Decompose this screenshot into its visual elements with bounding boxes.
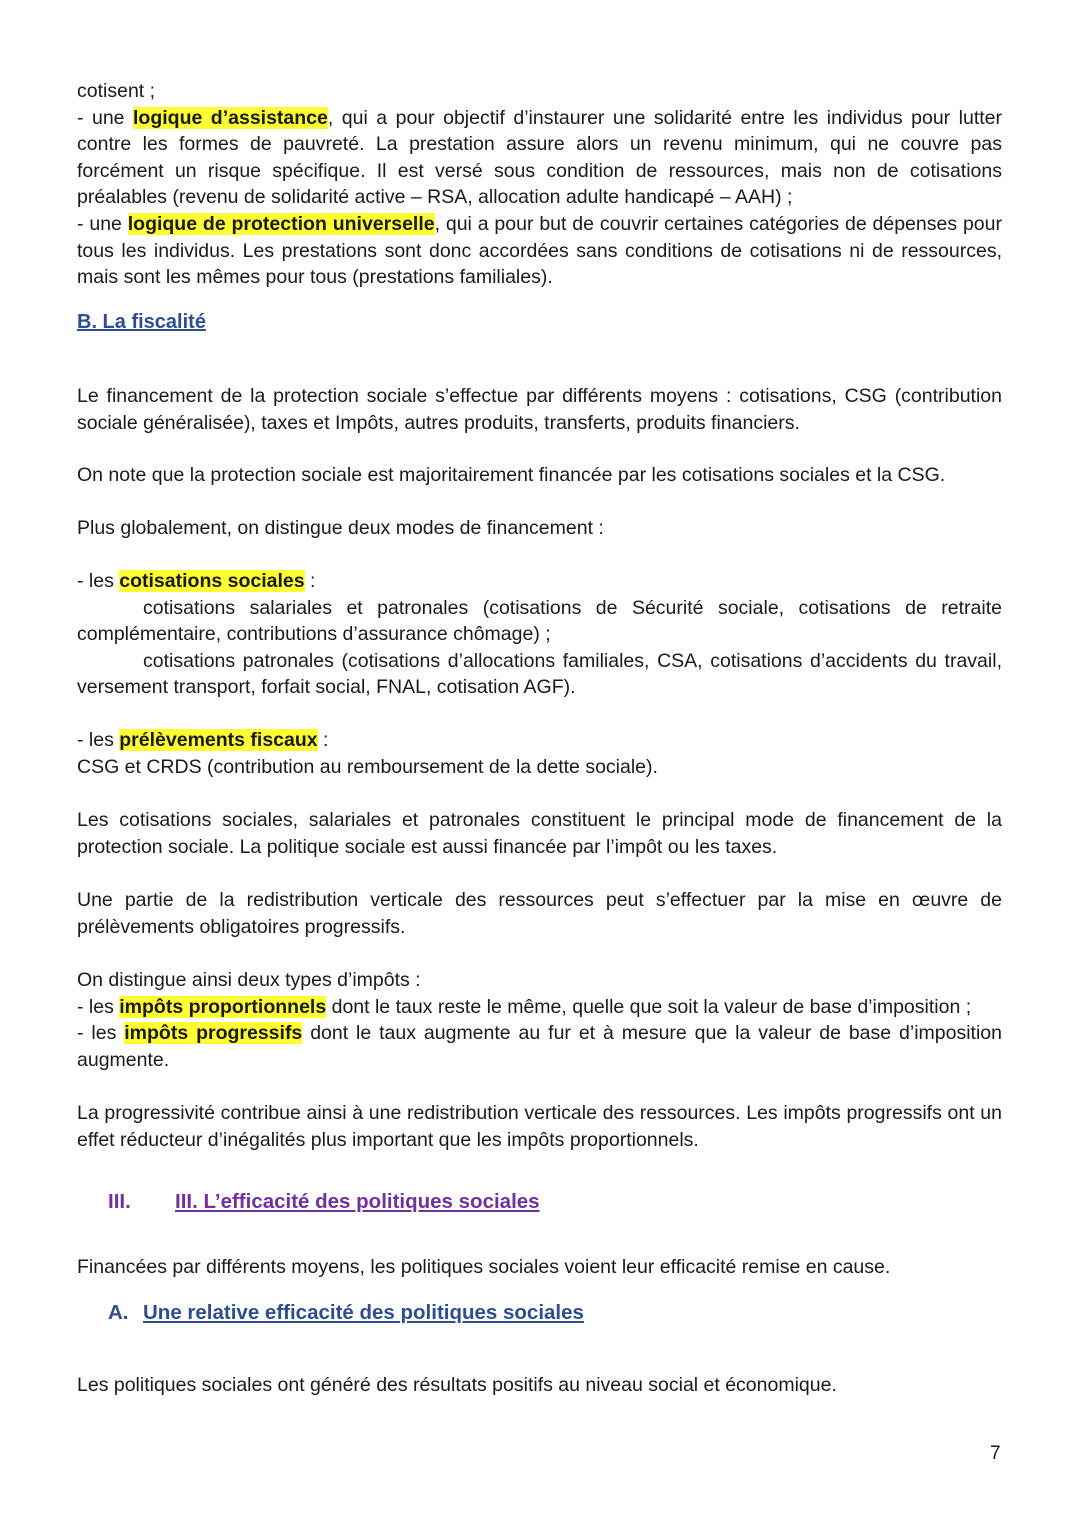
paragraph-majoritaire: On note que la protection sociale est majoritairement financée par les cotisations sociales et la CSG.	[77, 464, 946, 486]
paragraph-resultats: Les politiques sociales ont généré des résultats positifs au niveau social et économique.	[77, 1374, 837, 1396]
subsection-heading-a: Une relative efficacité des politiques sociales	[143, 1301, 584, 1324]
text-fragment: - les	[77, 995, 120, 1018]
list-item: cotisations salariales et patronales (cotisations de Sécurité sociale, cotisations de retraite complémentaire, contributions d’assurance chômage) ;	[77, 596, 1002, 646]
text-fragment: :	[304, 570, 316, 592]
list-cotisations	[77, 568, 1002, 701]
text-fragment: - les	[77, 1022, 125, 1045]
section-number: III.	[108, 1190, 131, 1213]
paragraph-globalement: Plus globalement, on distingue deux modes de financement :	[77, 517, 604, 539]
subsection-letter: A.	[108, 1301, 129, 1324]
highlighted-term: cotisations sociales	[119, 570, 305, 592]
highlighted-term: impôts progressifs	[124, 1022, 303, 1045]
highlighted-term: logique de protection universelle	[127, 212, 435, 235]
text-fragment: :	[317, 729, 329, 751]
list-item: cotisations patronales (cotisations d’allocations familiales, CSA, cotisations d’accidents du travail, versement transport, forfait social, FNAL, cotisation AGF).	[77, 649, 1002, 699]
list-prelevements	[77, 727, 1002, 780]
text-line: On distingue ainsi deux types d’impôts :	[77, 969, 421, 991]
text-fragment: , qui a pour objectif d’instaurer une solidarité entre les individus pour lutter contre les formes de pauvreté. La prestation assure alors un revenu minimum, qui ne couvre pas forcément un risque spécifique. Il est versé sous condition de ressources, mais non de cotisations préalables (revenu de solidarité active – RSA, allocation adulte handicapé – AAH) ;	[77, 106, 1002, 209]
paragraph-logiques	[77, 78, 1002, 291]
paragraph-financees: Financées par différents moyens, les politiques sociales voient leur efficacité remise en cause.	[77, 1256, 891, 1278]
paragraph-redistribution: Une partie de la redistribution verticale des ressources peut s’effectuer par la mise en œuvre de prélèvements obligatoires progressifs.	[77, 889, 1002, 938]
text-fragment: dont le taux augmente au fur et à mesure que la valeur de base d’imposition augmente.	[77, 1022, 1002, 1071]
text-fragment: - les	[77, 729, 120, 751]
text-fragment: - une	[77, 212, 128, 235]
page-number: 7	[990, 1443, 1001, 1464]
text-line: CSG et CRDS (contribution au remboursement de la dette sociale).	[77, 755, 658, 778]
text-fragment: - une	[77, 106, 133, 129]
section-heading-b: B. La fiscalité	[77, 311, 206, 333]
list-impots	[77, 967, 1002, 1073]
paragraph-progressivite: La progressivité contribue ainsi à une redistribution verticale des ressources. Les impôts progressifs ont un effet réducteur d’inégalités plus important que les impôts proportionnels.	[77, 1102, 1002, 1151]
text-fragment: - les	[77, 570, 120, 592]
paragraph-principal: Les cotisations sociales, salariales et patronales constituent le principal mode de financement de la protection sociale. La politique sociale est aussi financée par l’impôt ou les taxes.	[77, 809, 1002, 858]
paragraph-financement: Le financement de la protection sociale s’effectue par différents moyens : cotisations, CSG (contribution sociale généralisée), taxes et Impôts, autres produits, transferts, produits financiers.	[77, 385, 1002, 434]
section-heading-iii: III. L’efficacité des politiques sociales	[175, 1190, 540, 1213]
text-fragment: dont le taux reste le même, quelle que soit la valeur de base d’imposition ;	[326, 995, 972, 1018]
highlighted-term: logique d’assistance	[133, 106, 328, 129]
highlighted-term: impôts proportionnels	[119, 995, 327, 1018]
highlighted-term: prélèvements fiscaux	[119, 729, 318, 751]
text-line: cotisent ;	[77, 80, 156, 102]
text-fragment: , qui a pour but de couvrir certaines catégories de dépenses pour tous les individus. Les prestations sont donc accordées sans conditions de cotisations ni de ressources, mais sont les mêmes pour tous (prestations familiales).	[77, 212, 1002, 289]
